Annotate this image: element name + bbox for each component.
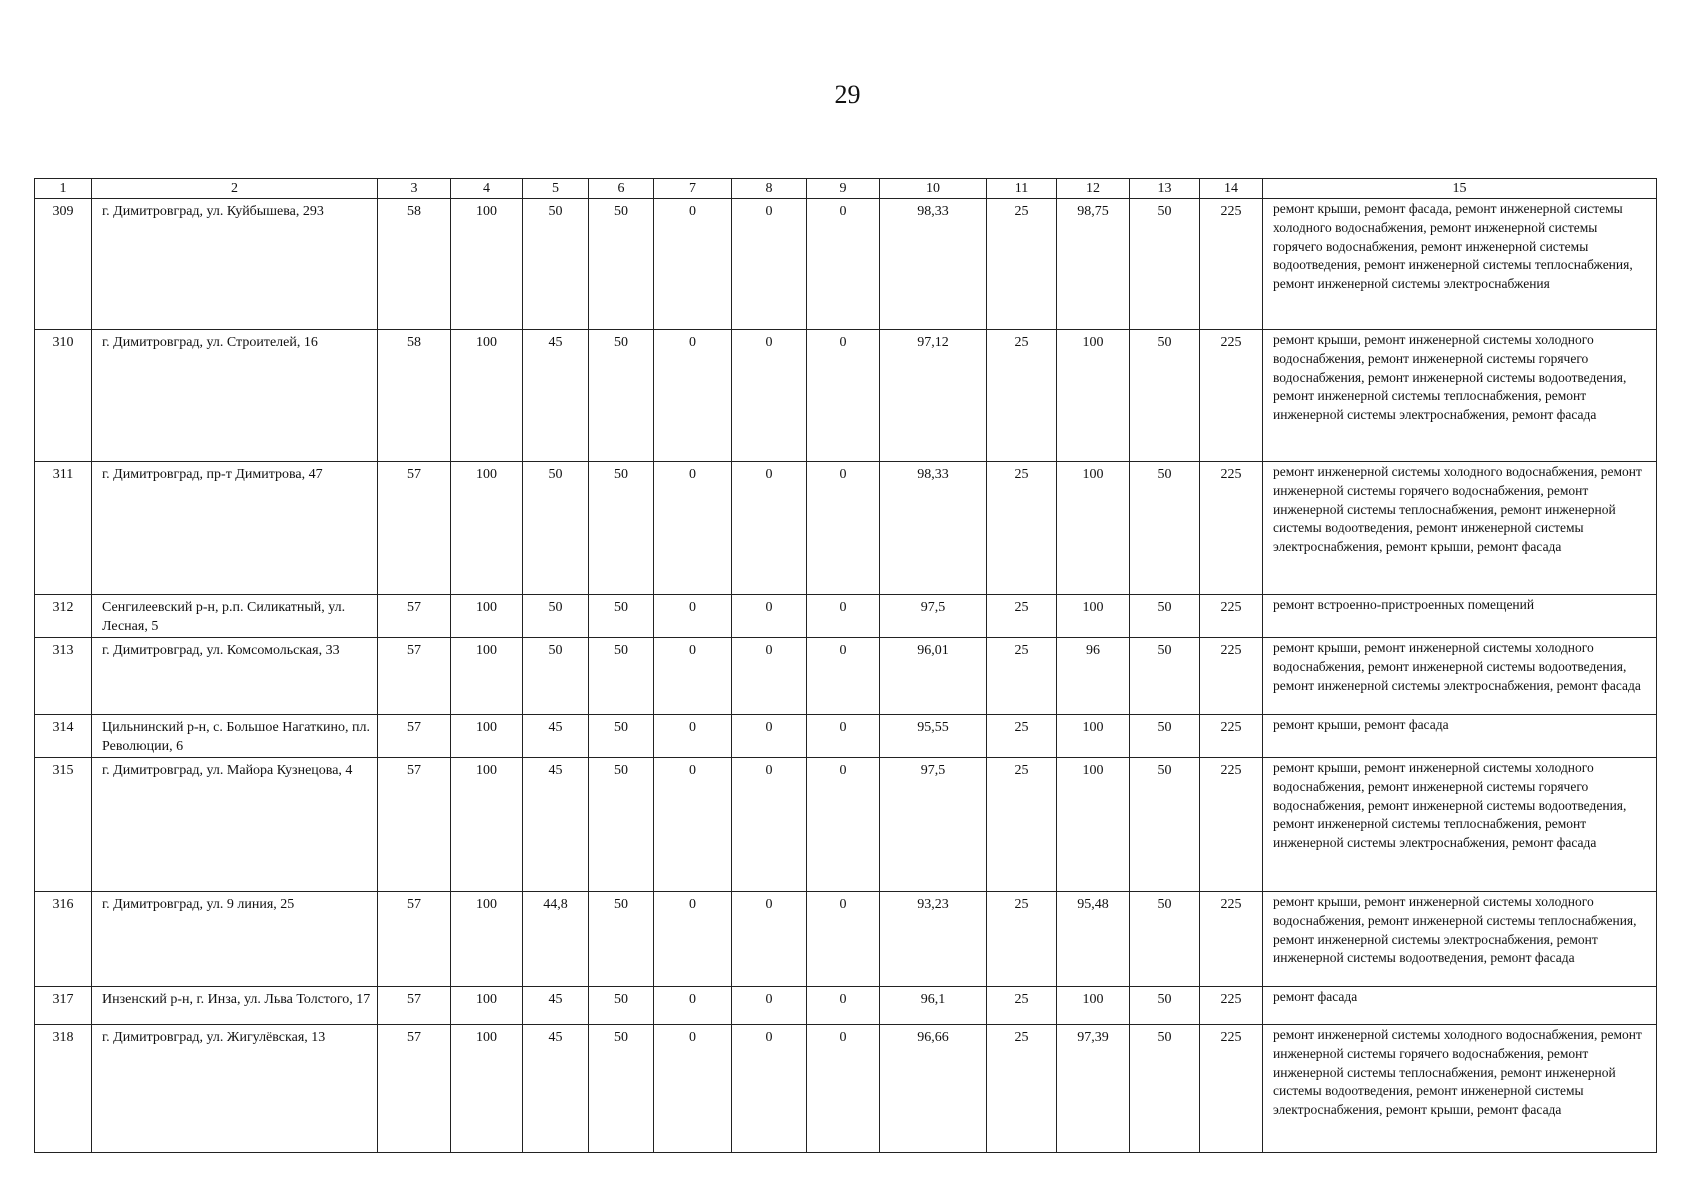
table-row	[35, 715, 1657, 758]
table-body	[35, 199, 1657, 1153]
cell-row-number: 317	[35, 987, 92, 1025]
cell-col-4: 100	[451, 715, 523, 758]
cell-repair-works: ремонт крыши, ремонт инженерной системы холодного водоснабжения, ремонт инженерной системы теплоснабжения, ремонт инженерной системы электроснабжения, ремонт инженерной системы водоотведения, ремонт фасада	[1263, 892, 1657, 987]
cell-col-11: 25	[987, 595, 1057, 638]
table-row	[35, 199, 1657, 330]
cell-col-14: 225	[1200, 330, 1263, 462]
cell-col-7: 0	[654, 462, 732, 595]
column-header-10: 10	[880, 179, 987, 199]
cell-col-11: 25	[987, 330, 1057, 462]
cell-col-4: 100	[451, 462, 523, 595]
cell-col-8: 0	[732, 758, 807, 892]
cell-col-3: 57	[378, 715, 451, 758]
table-row	[35, 987, 1657, 1025]
cell-col-6: 50	[589, 715, 654, 758]
cell-col-9: 0	[807, 892, 880, 987]
cell-col-10: 98,33	[880, 199, 987, 330]
cell-address: Инзенский р-н, г. Инза, ул. Льва Толстого, 17	[92, 987, 378, 1025]
cell-col-13: 50	[1130, 595, 1200, 638]
cell-col-5: 50	[523, 638, 589, 715]
column-header-13: 13	[1130, 179, 1200, 199]
cell-col-9: 0	[807, 595, 880, 638]
cell-col-13: 50	[1130, 715, 1200, 758]
cell-col-6: 50	[589, 638, 654, 715]
cell-col-4: 100	[451, 330, 523, 462]
column-header-3: 3	[378, 179, 451, 199]
cell-col-5: 45	[523, 1025, 589, 1153]
cell-col-4: 100	[451, 758, 523, 892]
cell-col-14: 225	[1200, 715, 1263, 758]
cell-col-3: 58	[378, 199, 451, 330]
column-header-14: 14	[1200, 179, 1263, 199]
cell-address: г. Димитровград, ул. Комсомольская, 33	[92, 638, 378, 715]
cell-repair-works: ремонт крыши, ремонт инженерной системы холодного водоснабжения, ремонт инженерной системы водоотведения, ремонт инженерной системы электроснабжения, ремонт фасада	[1263, 638, 1657, 715]
cell-col-9: 0	[807, 1025, 880, 1153]
cell-col-12: 100	[1057, 330, 1130, 462]
cell-col-7: 0	[654, 638, 732, 715]
cell-col-10: 96,66	[880, 1025, 987, 1153]
column-header-7: 7	[654, 179, 732, 199]
cell-col-8: 0	[732, 892, 807, 987]
column-number-header	[35, 179, 1657, 199]
cell-row-number: 311	[35, 462, 92, 595]
table-row	[35, 638, 1657, 715]
cell-col-5: 45	[523, 758, 589, 892]
cell-col-3: 57	[378, 595, 451, 638]
cell-col-5: 50	[523, 199, 589, 330]
cell-col-7: 0	[654, 715, 732, 758]
cell-repair-works: ремонт крыши, ремонт инженерной системы холодного водоснабжения, ремонт инженерной системы горячего водоснабжения, ремонт инженерной системы водоотведения, ремонт инженерной системы теплоснабжения, ремонт инженерной системы электроснабжения, ремонт фасада	[1263, 758, 1657, 892]
cell-col-4: 100	[451, 987, 523, 1025]
cell-col-8: 0	[732, 330, 807, 462]
cell-col-13: 50	[1130, 199, 1200, 330]
cell-row-number: 315	[35, 758, 92, 892]
cell-col-3: 57	[378, 758, 451, 892]
cell-col-10: 97,5	[880, 758, 987, 892]
cell-col-5: 50	[523, 595, 589, 638]
repair-register-table	[34, 178, 1657, 1153]
cell-col-12: 100	[1057, 595, 1130, 638]
cell-repair-works: ремонт крыши, ремонт фасада, ремонт инженерной системы холодного водоснабжения, ремонт инженерной системы горячего водоснабжения, ремонт инженерной системы водоотведения, ремонт инженерной системы теплоснабжения, ремонт инженерной системы электроснабжения	[1263, 199, 1657, 330]
cell-address: г. Димитровград, ул. Майора Кузнецова, 4	[92, 758, 378, 892]
cell-col-9: 0	[807, 199, 880, 330]
cell-col-14: 225	[1200, 595, 1263, 638]
cell-col-7: 0	[654, 595, 732, 638]
cell-col-14: 225	[1200, 758, 1263, 892]
cell-col-4: 100	[451, 638, 523, 715]
column-header-1: 1	[35, 179, 92, 199]
cell-address: г. Димитровград, ул. 9 линия, 25	[92, 892, 378, 987]
cell-col-9: 0	[807, 638, 880, 715]
cell-row-number: 310	[35, 330, 92, 462]
cell-row-number: 316	[35, 892, 92, 987]
cell-repair-works: ремонт инженерной системы холодного водоснабжения, ремонт инженерной системы горячего водоснабжения, ремонт инженерной системы теплоснабжения, ремонт инженерной системы водоотведения, ремонт инженерной системы электроснабжения, ремонт крыши, ремонт фасада	[1263, 462, 1657, 595]
cell-col-3: 57	[378, 638, 451, 715]
cell-col-13: 50	[1130, 462, 1200, 595]
cell-col-10: 95,55	[880, 715, 987, 758]
cell-col-11: 25	[987, 638, 1057, 715]
cell-col-5: 50	[523, 462, 589, 595]
cell-col-6: 50	[589, 199, 654, 330]
cell-col-9: 0	[807, 330, 880, 462]
cell-col-13: 50	[1130, 330, 1200, 462]
cell-col-10: 97,12	[880, 330, 987, 462]
cell-col-14: 225	[1200, 199, 1263, 330]
cell-col-5: 44,8	[523, 892, 589, 987]
cell-col-3: 58	[378, 330, 451, 462]
column-header-2: 2	[92, 179, 378, 199]
cell-col-6: 50	[589, 1025, 654, 1153]
cell-col-5: 45	[523, 715, 589, 758]
cell-col-13: 50	[1130, 892, 1200, 987]
cell-repair-works: ремонт крыши, ремонт фасада	[1263, 715, 1657, 758]
cell-col-6: 50	[589, 330, 654, 462]
cell-row-number: 314	[35, 715, 92, 758]
cell-col-8: 0	[732, 199, 807, 330]
cell-row-number: 309	[35, 199, 92, 330]
cell-col-4: 100	[451, 1025, 523, 1153]
page-number: 29	[834, 80, 861, 109]
cell-col-11: 25	[987, 715, 1057, 758]
column-header-4: 4	[451, 179, 523, 199]
table-row	[35, 758, 1657, 892]
cell-col-4: 100	[451, 595, 523, 638]
cell-col-11: 25	[987, 892, 1057, 987]
cell-col-11: 25	[987, 199, 1057, 330]
cell-col-4: 100	[451, 892, 523, 987]
cell-col-7: 0	[654, 758, 732, 892]
cell-col-12: 100	[1057, 462, 1130, 595]
cell-col-6: 50	[589, 462, 654, 595]
cell-col-12: 100	[1057, 987, 1130, 1025]
cell-address: Цильнинский р-н, с. Большое Нагаткино, пл. Революции, 6	[92, 715, 378, 758]
cell-col-8: 0	[732, 715, 807, 758]
cell-col-6: 50	[589, 595, 654, 638]
cell-col-14: 225	[1200, 462, 1263, 595]
cell-col-5: 45	[523, 987, 589, 1025]
table-row	[35, 1025, 1657, 1153]
cell-col-14: 225	[1200, 892, 1263, 987]
cell-col-8: 0	[732, 638, 807, 715]
column-header-15: 15	[1263, 179, 1657, 199]
cell-col-11: 25	[987, 462, 1057, 595]
table-row	[35, 462, 1657, 595]
cell-repair-works: ремонт фасада	[1263, 987, 1657, 1025]
cell-col-4: 100	[451, 199, 523, 330]
column-header-6: 6	[589, 179, 654, 199]
cell-col-14: 225	[1200, 987, 1263, 1025]
cell-col-8: 0	[732, 595, 807, 638]
cell-col-8: 0	[732, 1025, 807, 1153]
cell-col-9: 0	[807, 987, 880, 1025]
cell-repair-works: ремонт встроенно-пристроенных помещений	[1263, 595, 1657, 638]
cell-col-10: 98,33	[880, 462, 987, 595]
cell-col-10: 93,23	[880, 892, 987, 987]
column-header-11: 11	[987, 179, 1057, 199]
cell-col-7: 0	[654, 987, 732, 1025]
cell-address: г. Димитровград, ул. Строителей, 16	[92, 330, 378, 462]
cell-col-8: 0	[732, 987, 807, 1025]
column-header-8: 8	[732, 179, 807, 199]
column-header-9: 9	[807, 179, 880, 199]
cell-address: г. Димитровград, ул. Жигулёвская, 13	[92, 1025, 378, 1153]
cell-col-12: 95,48	[1057, 892, 1130, 987]
cell-col-7: 0	[654, 330, 732, 462]
table-row	[35, 330, 1657, 462]
cell-col-11: 25	[987, 758, 1057, 892]
cell-col-8: 0	[732, 462, 807, 595]
cell-col-13: 50	[1130, 987, 1200, 1025]
cell-col-3: 57	[378, 892, 451, 987]
cell-row-number: 313	[35, 638, 92, 715]
cell-col-3: 57	[378, 987, 451, 1025]
cell-repair-works: ремонт крыши, ремонт инженерной системы холодного водоснабжения, ремонт инженерной системы горячего водоснабжения, ремонт инженерной системы водоотведения, ремонт инженерной системы теплоснабжения, ремонт инженерной системы электроснабжения, ремонт фасада	[1263, 330, 1657, 462]
cell-col-3: 57	[378, 462, 451, 595]
column-header-12: 12	[1057, 179, 1130, 199]
cell-col-10: 96,01	[880, 638, 987, 715]
cell-col-12: 100	[1057, 715, 1130, 758]
cell-col-6: 50	[589, 758, 654, 892]
cell-col-7: 0	[654, 199, 732, 330]
cell-col-12: 97,39	[1057, 1025, 1130, 1153]
cell-col-6: 50	[589, 987, 654, 1025]
cell-col-12: 96	[1057, 638, 1130, 715]
cell-col-13: 50	[1130, 758, 1200, 892]
cell-col-6: 50	[589, 892, 654, 987]
cell-col-9: 0	[807, 758, 880, 892]
cell-col-7: 0	[654, 892, 732, 987]
cell-col-5: 45	[523, 330, 589, 462]
cell-row-number: 318	[35, 1025, 92, 1153]
cell-col-9: 0	[807, 715, 880, 758]
cell-col-12: 100	[1057, 758, 1130, 892]
cell-col-11: 25	[987, 1025, 1057, 1153]
cell-col-13: 50	[1130, 1025, 1200, 1153]
cell-address: г. Димитровград, ул. Куйбышева, 293	[92, 199, 378, 330]
cell-col-12: 98,75	[1057, 199, 1130, 330]
cell-col-10: 96,1	[880, 987, 987, 1025]
table-row	[35, 595, 1657, 638]
cell-col-10: 97,5	[880, 595, 987, 638]
cell-col-11: 25	[987, 987, 1057, 1025]
column-header-5: 5	[523, 179, 589, 199]
cell-col-14: 225	[1200, 1025, 1263, 1153]
cell-row-number: 312	[35, 595, 92, 638]
cell-col-9: 0	[807, 462, 880, 595]
cell-col-13: 50	[1130, 638, 1200, 715]
cell-col-14: 225	[1200, 638, 1263, 715]
cell-address: Сенгилеевский р-н, р.п. Силикатный, ул. Лесная, 5	[92, 595, 378, 638]
cell-repair-works: ремонт инженерной системы холодного водоснабжения, ремонт инженерной системы горячего водоснабжения, ремонт инженерной системы теплоснабжения, ремонт инженерной системы водоотведения, ремонт инженерной системы электроснабжения, ремонт крыши, ремонт фасада	[1263, 1025, 1657, 1153]
cell-col-3: 57	[378, 1025, 451, 1153]
table-row	[35, 892, 1657, 987]
cell-address: г. Димитровград, пр-т Димитрова, 47	[92, 462, 378, 595]
cell-col-7: 0	[654, 1025, 732, 1153]
